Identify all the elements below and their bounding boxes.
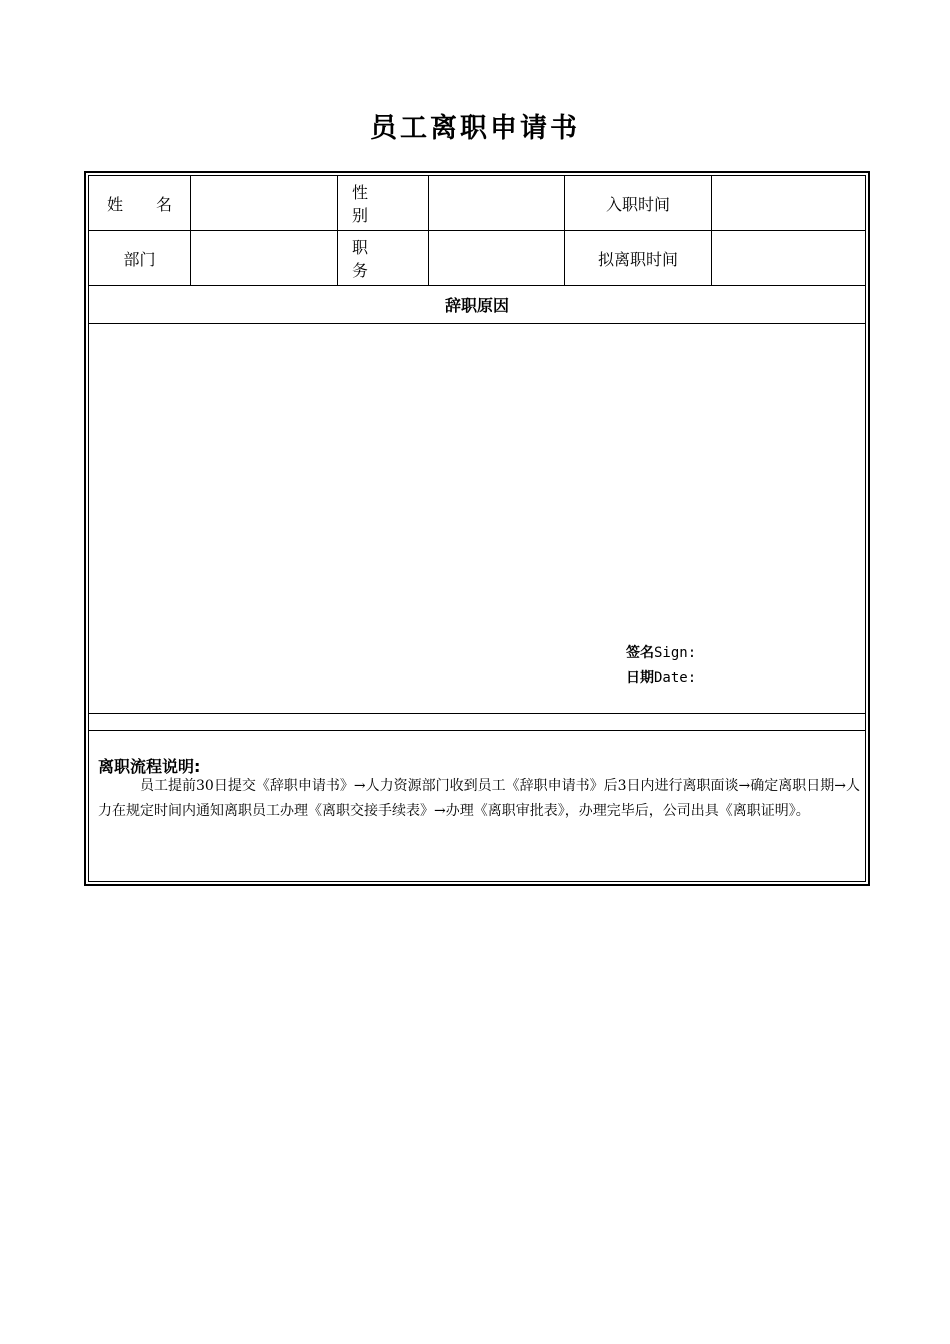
label-gender: [338, 176, 429, 231]
field-planned-leave-date[interactable]: [712, 231, 865, 286]
date-label-en: Date:: [654, 670, 697, 686]
blank-row: [89, 714, 865, 731]
field-department[interactable]: [191, 231, 338, 286]
process-text: 员工提前30日提交《辞职申请书》→人力资源部门收到员工《辞职申请书》后3日内进行离职面谈→确定离职日期→人力在规定时间内通知离职员工办理《离职交接手续表》→办理《离职审批表》，办理完毕后，公司出具《离职证明》。: [98, 778, 860, 819]
field-position[interactable]: [429, 231, 565, 286]
date-line: [626, 667, 696, 687]
label-name-text: 姓 名: [106, 194, 187, 214]
label-department: [89, 231, 191, 286]
process-title: 离职流程说明:: [98, 757, 201, 776]
signature-line: [626, 642, 696, 662]
form-inner-frame: [88, 175, 866, 882]
signature-label-en: Sign:: [654, 645, 697, 661]
signature-label: 签名: [626, 645, 654, 661]
label-hire-date-text: 入职时间: [605, 194, 670, 214]
field-name[interactable]: [191, 176, 338, 231]
label-name: [89, 176, 191, 231]
page-title: 员工离职申请书: [370, 113, 580, 144]
label-hire-date: [565, 176, 712, 231]
reason-header: 辞职原因: [89, 286, 865, 324]
reason-content-area[interactable]: [89, 324, 865, 714]
label-planned-leave-date-text: 拟离职时间: [597, 249, 678, 269]
label-position: [338, 231, 429, 286]
resignation-form: [84, 171, 870, 886]
field-gender[interactable]: [429, 176, 565, 231]
date-label: 日期: [626, 670, 654, 686]
field-hire-date[interactable]: [712, 176, 865, 231]
label-department-text: 部门: [123, 249, 156, 269]
label-position-text: 职 务: [352, 238, 383, 280]
label-planned-leave-date: [565, 231, 712, 286]
label-gender-text: 性 别: [352, 183, 383, 225]
